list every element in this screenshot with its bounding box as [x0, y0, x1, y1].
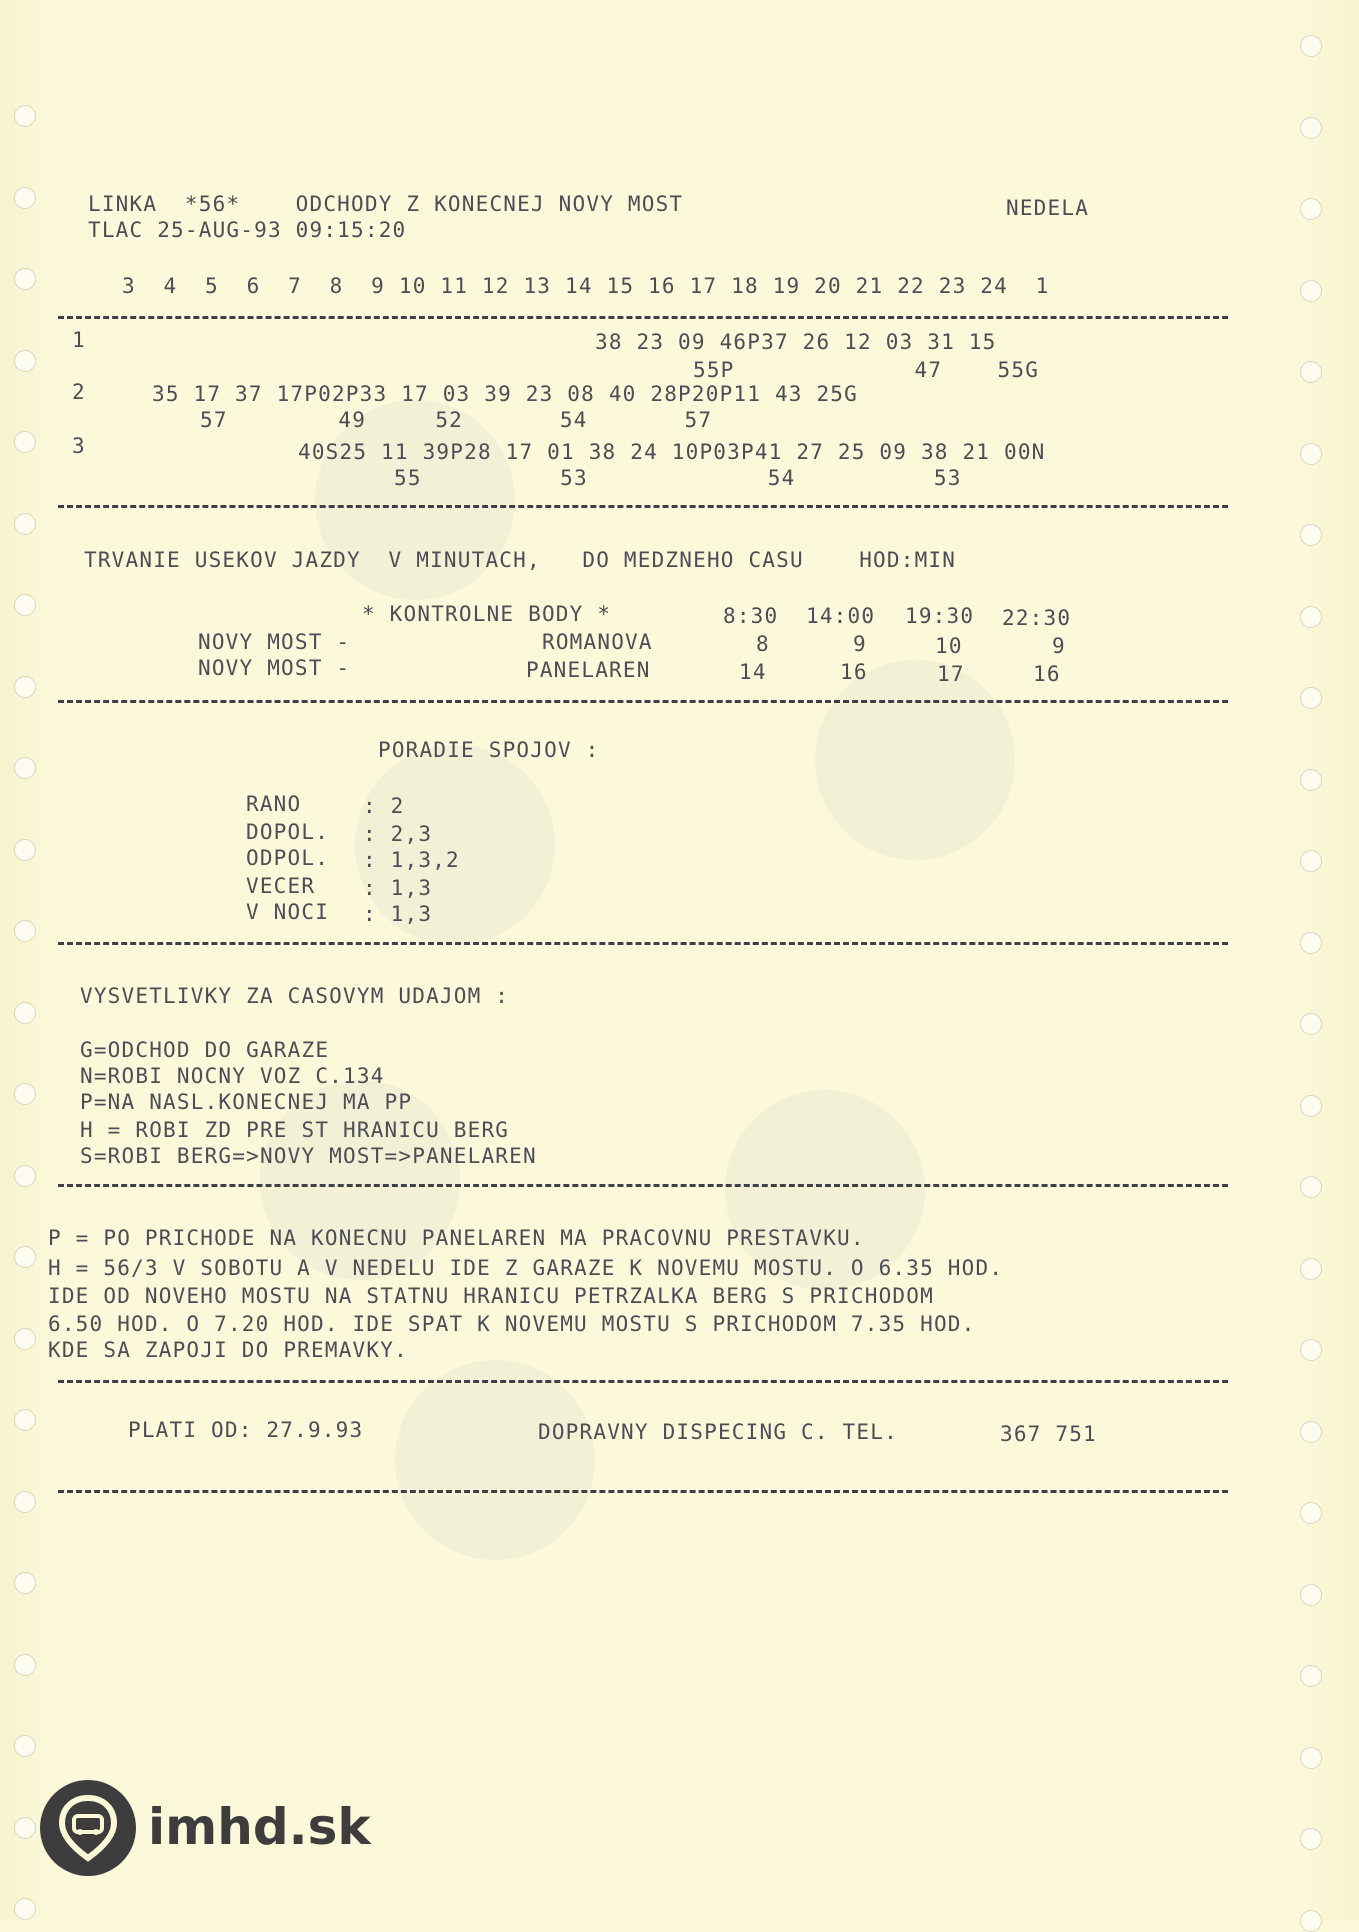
- feed-hole: [1300, 1176, 1322, 1198]
- feed-hole: [14, 1328, 36, 1350]
- separator-line: [58, 1184, 1228, 1187]
- feed-hole: [1300, 1339, 1322, 1361]
- feed-hole: [14, 350, 36, 372]
- separator-line: [58, 505, 1228, 508]
- feed-hole: [1300, 1747, 1322, 1769]
- order-value: : 1,3: [363, 902, 433, 926]
- tractor-feed-holes-right: [1290, 0, 1330, 1920]
- order-heading: PORADIE SPOJOV :: [378, 738, 600, 762]
- duration-value: 17: [937, 662, 965, 686]
- feed-hole: [1300, 932, 1322, 954]
- feed-hole: [14, 1491, 36, 1513]
- note-line: IDE OD NOVEHO MOSTU NA STATNU HRANICU PETRZALKA BERG S PRICHODOM: [48, 1284, 934, 1308]
- feed-hole: [14, 1654, 36, 1676]
- legend-item: S=ROBI BERG=>NOVY MOST=>PANELAREN: [80, 1144, 537, 1168]
- time-limit: 14:00: [806, 604, 876, 628]
- feed-hole: [1300, 1665, 1322, 1687]
- feed-hole: [1300, 1258, 1322, 1280]
- feed-hole: [1300, 1502, 1322, 1524]
- legend-heading: VYSVETLIVKY ZA CASOVYM UDAJOM :: [80, 984, 510, 1008]
- feed-hole: [1300, 850, 1322, 872]
- feed-hole: [14, 431, 36, 453]
- order-period: V NOCI: [246, 900, 330, 924]
- duration-value: 9: [1052, 634, 1066, 658]
- feed-hole: [1300, 280, 1322, 302]
- feed-hole: [14, 1735, 36, 1757]
- tractor-feed-holes-left: [4, 0, 44, 1920]
- segment-to: PANELAREN: [526, 658, 651, 682]
- feed-hole: [14, 1165, 36, 1187]
- duration-value: 14: [739, 660, 767, 684]
- duration-value: 10: [935, 634, 963, 658]
- feed-hole: [1300, 1095, 1322, 1117]
- order-period: ODPOL.: [246, 846, 330, 870]
- feed-hole: [14, 676, 36, 698]
- separator-line: [58, 1380, 1228, 1383]
- feed-hole: [1300, 769, 1322, 791]
- order-period: VECER: [246, 874, 316, 898]
- feed-hole: [1300, 687, 1322, 709]
- control-points-label: * KONTROLNE BODY *: [362, 602, 612, 626]
- feed-hole: [14, 1246, 36, 1268]
- departure-minutes: 57 49 52 54 57: [200, 408, 713, 432]
- time-limit: 8:30: [723, 604, 779, 628]
- departure-minutes: 35 17 37 17P02P33 17 03 39 23 08 40 28P20P11 43 25G: [152, 382, 858, 406]
- order-period: RANO: [246, 792, 302, 816]
- feed-hole: [14, 757, 36, 779]
- imhd-bus-icon: [40, 1780, 136, 1876]
- feed-hole: [14, 1817, 36, 1839]
- feed-hole: [1300, 606, 1322, 628]
- feed-hole: [14, 105, 36, 127]
- order-value: : 2,3: [363, 822, 433, 846]
- departure-minutes: 38 23 09 46P37 26 12 03 31 15: [595, 330, 997, 354]
- imhd-logo-text: imhd.sk: [148, 1798, 371, 1856]
- feed-hole: [14, 1083, 36, 1105]
- durations-heading: TRVANIE USEKOV JAZDY V MINUTACH, DO MEDZNEHO CASU HOD:MIN: [84, 548, 957, 572]
- segment-to: ROMANOVA: [542, 630, 653, 654]
- legend-item: H = ROBI ZD PRE ST HRANICU BERG: [80, 1118, 510, 1142]
- feed-hole: [1300, 524, 1322, 546]
- time-limit: 22:30: [1002, 606, 1072, 630]
- note-line: 6.50 HOD. O 7.20 HOD. IDE SPAT K NOVEMU MOSTU S PRICHODOM 7.35 HOD.: [48, 1312, 976, 1336]
- departure-minutes: 55 53 54 53: [394, 466, 962, 490]
- legend-item: P=NA NASL.KONECNEJ MA PP: [80, 1090, 413, 1114]
- order-period: DOPOL.: [246, 820, 330, 844]
- feed-hole: [14, 839, 36, 861]
- vehicle-number: 2: [72, 380, 86, 404]
- feed-hole: [14, 187, 36, 209]
- legend-item: N=ROBI NOCNY VOZ C.134: [80, 1064, 385, 1088]
- note-line: KDE SA ZAPOJI DO PREMAVKY.: [48, 1338, 408, 1362]
- note-line: H = 56/3 V SOBOTU A V NEDELU IDE Z GARAZE K NOVEMU MOSTU. O 6.35 HOD.: [48, 1256, 1004, 1280]
- hours-row: 3 4 5 6 7 8 9 10 11 12 13 14 15 16 17 18 19 20 21 22 23 24 1: [122, 274, 1050, 298]
- duration-value: 9: [853, 632, 867, 656]
- time-limit: 19:30: [905, 604, 975, 628]
- watermark-logo: [815, 660, 1015, 860]
- feed-hole: [14, 268, 36, 290]
- feed-hole: [1300, 1013, 1322, 1035]
- departure-minutes: 40S25 11 39P28 17 01 38 24 10P03P41 27 25 09 38 21 00N: [298, 440, 1046, 464]
- note-line: P = PO PRICHODE NA KONECNU PANELAREN MA PRACOVNU PRESTAVKU.: [48, 1226, 865, 1250]
- feed-hole: [14, 1002, 36, 1024]
- segment-from: NOVY MOST -: [198, 630, 351, 654]
- feed-hole: [14, 513, 36, 535]
- order-value: : 2: [363, 794, 405, 818]
- separator-line: [58, 942, 1228, 945]
- feed-hole: [1300, 443, 1322, 465]
- feed-hole: [14, 1409, 36, 1431]
- feed-hole: [1300, 35, 1322, 57]
- day-label: NEDELA: [1006, 196, 1090, 220]
- separator-line: [58, 700, 1228, 703]
- feed-hole: [1300, 198, 1322, 220]
- separator-line: [58, 316, 1228, 319]
- feed-hole: [14, 594, 36, 616]
- legend-item: G=ODCHOD DO GARAZE: [80, 1038, 330, 1062]
- feed-hole: [14, 1898, 36, 1920]
- route-title: LINKA *56* ODCHODY Z KONECNEJ NOVY MOST: [88, 192, 684, 216]
- feed-hole: [1300, 361, 1322, 383]
- feed-hole: [14, 920, 36, 942]
- segment-from: NOVY MOST -: [198, 656, 351, 680]
- feed-hole: [1300, 1828, 1322, 1850]
- order-value: : 1,3: [363, 876, 433, 900]
- vehicle-number: 1: [72, 328, 86, 352]
- order-value: : 1,3,2: [363, 848, 460, 872]
- vehicle-number: 3: [72, 434, 86, 458]
- valid-from: PLATI OD: 27.9.93: [128, 1418, 364, 1442]
- duration-value: 16: [840, 660, 868, 684]
- dispatch-label: DOPRAVNY DISPECING C. TEL.: [538, 1420, 898, 1444]
- print-timestamp: TLAC 25-AUG-93 09:15:20: [88, 218, 407, 242]
- dispatch-phone: 367 751: [1000, 1422, 1097, 1446]
- duration-value: 8: [756, 632, 770, 656]
- feed-hole: [1300, 117, 1322, 139]
- separator-line: [58, 1490, 1228, 1493]
- departure-minutes: 55P 47 55G: [693, 358, 1040, 382]
- feed-hole: [1300, 1910, 1322, 1932]
- duration-value: 16: [1033, 662, 1061, 686]
- watermark-logo: [395, 1360, 595, 1560]
- feed-hole: [1300, 1584, 1322, 1606]
- feed-hole: [14, 1572, 36, 1594]
- feed-hole: [1300, 1421, 1322, 1443]
- imhd-logo: [40, 1780, 371, 1880]
